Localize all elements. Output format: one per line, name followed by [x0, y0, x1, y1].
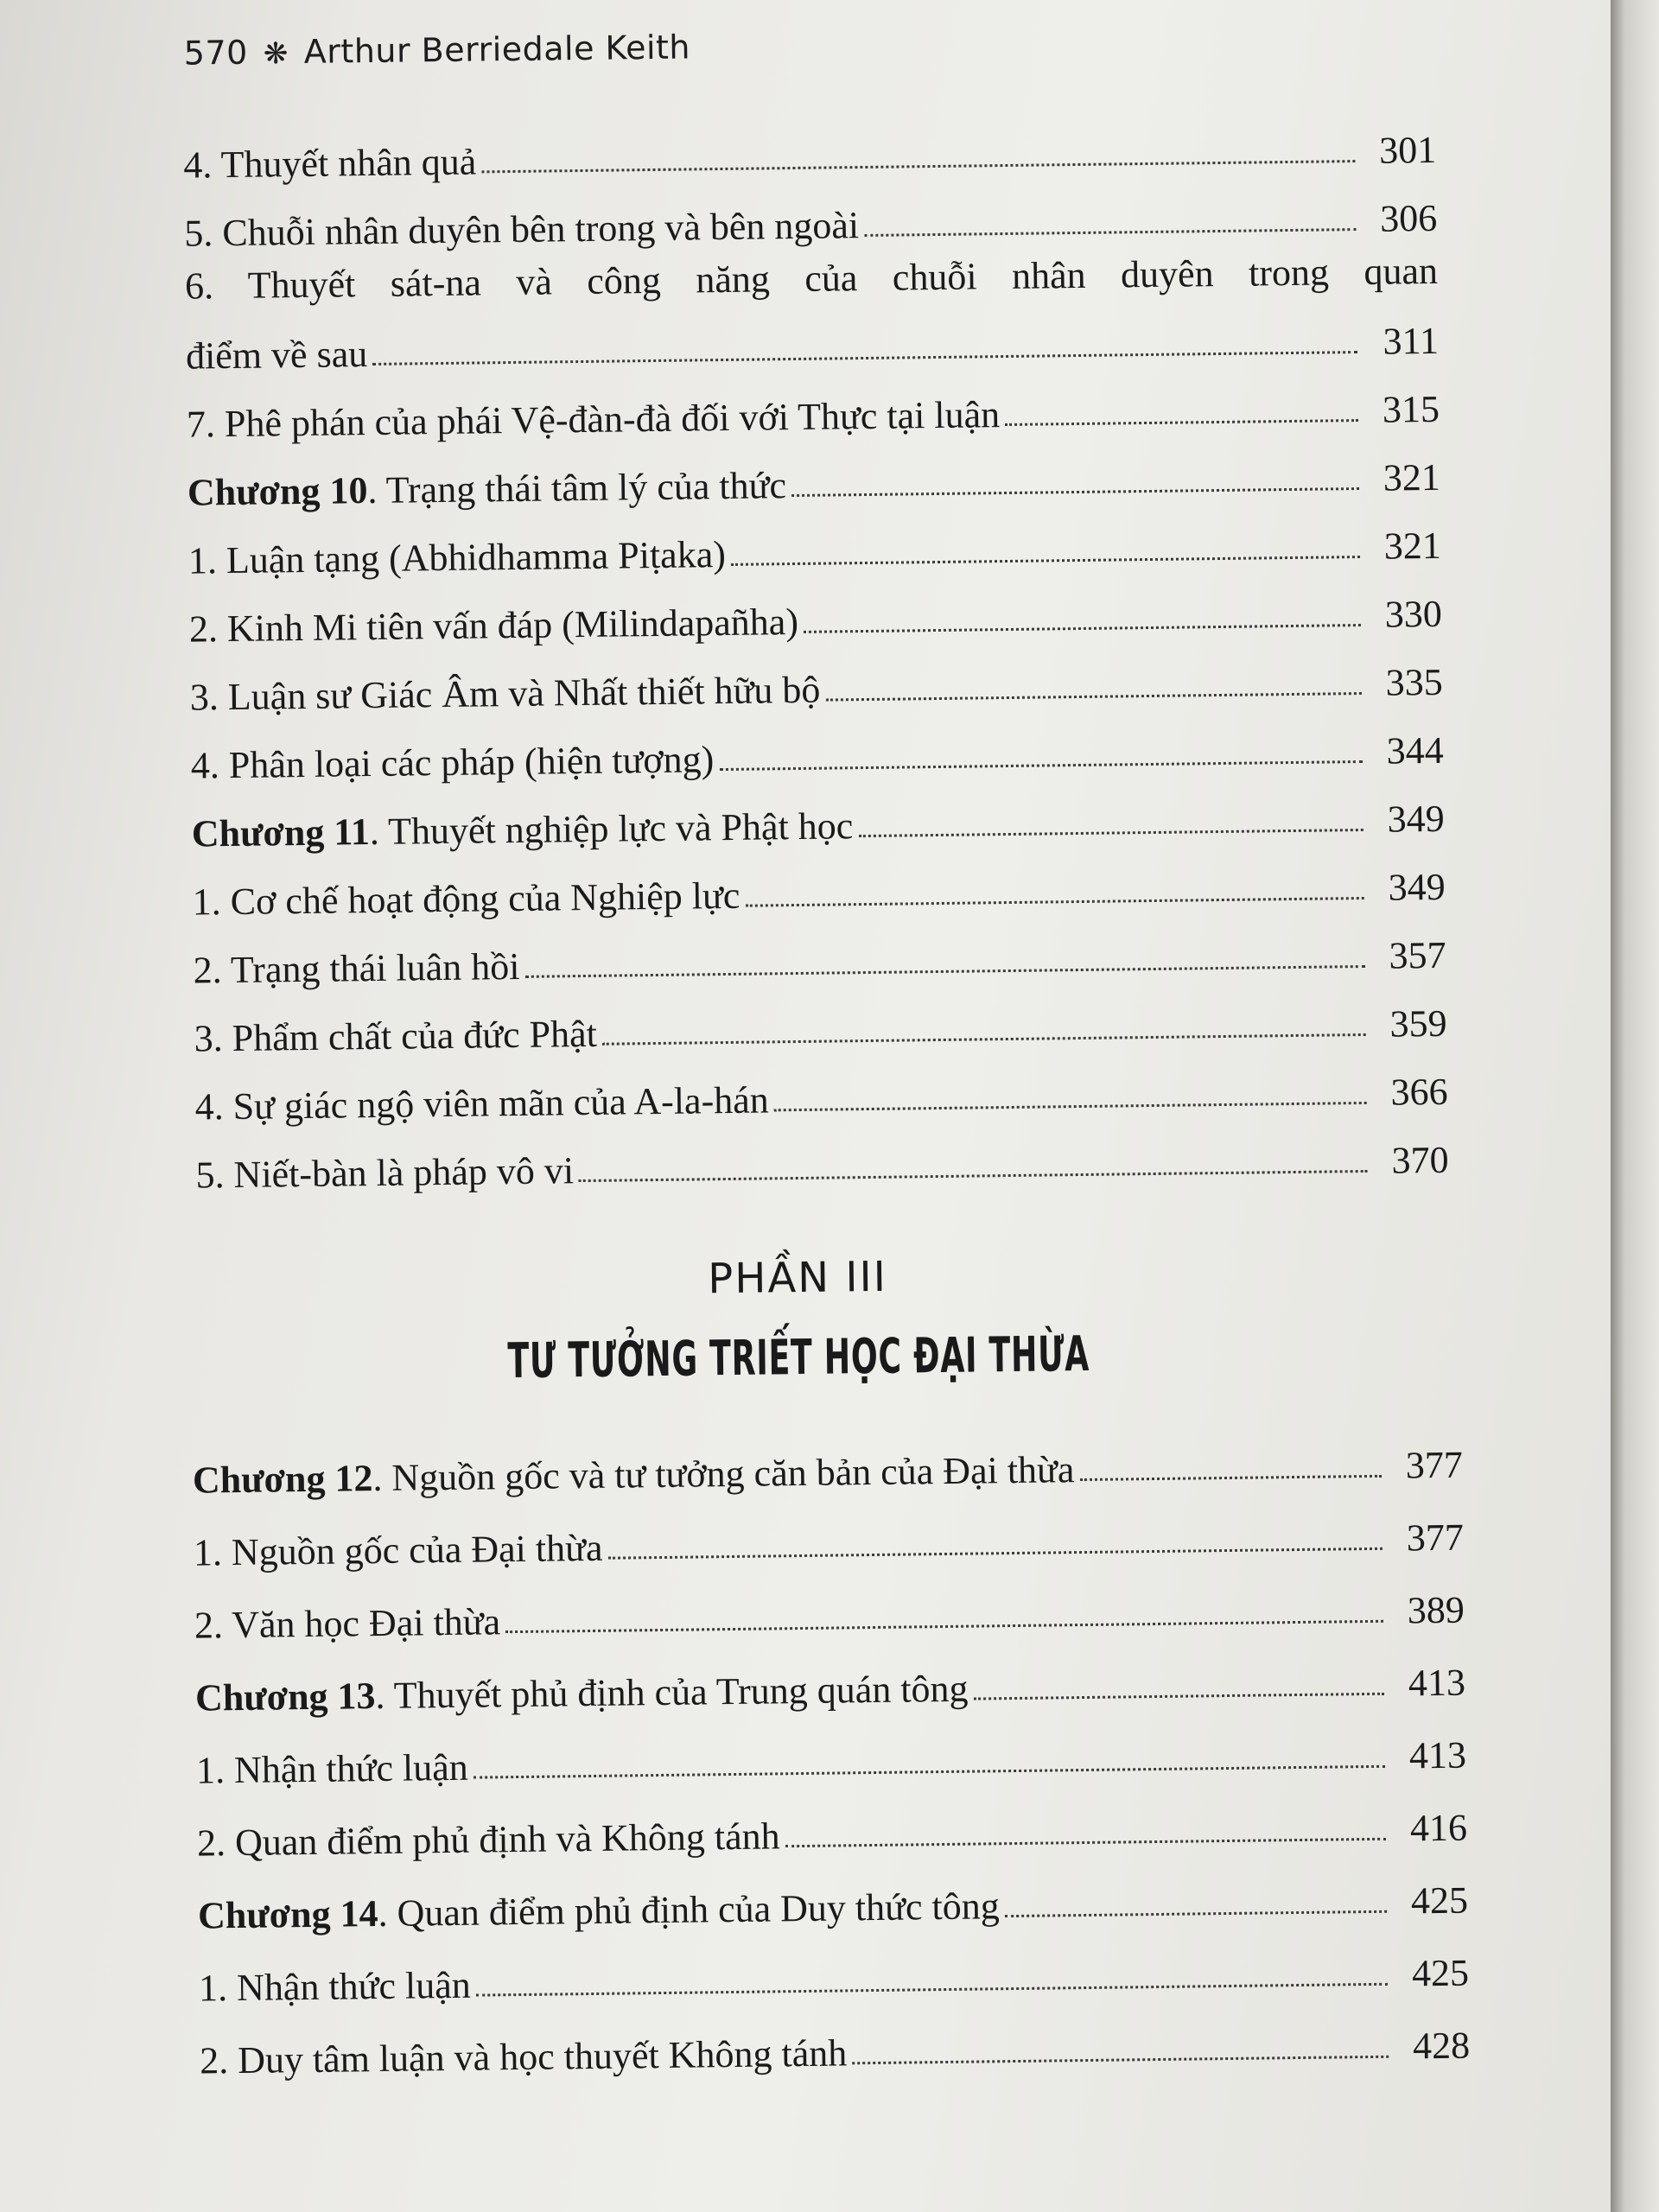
dot-leader	[974, 1693, 1384, 1700]
toc-entry-label: 1. Cơ chế hoạt động của Nghiệp lực	[192, 874, 741, 924]
toc-entry-label: 7. Phê phán của phái Vệ-đàn-đà đối với Thực tại luận	[186, 393, 1001, 446]
chapter-title: . Quan điểm phủ định của Duy thức tông	[378, 1885, 1000, 1936]
toc-entry-label: 1. Nhận thức luận	[195, 1745, 468, 1792]
toc-entry-page: 330	[1384, 592, 1443, 636]
toc-entry-label: 4. Sự giác ngộ viên mãn của A-la-hán	[194, 1078, 770, 1128]
toc-entry-label: 3. Luận sư Giác Âm và Nhất thiết hữu bộ	[189, 668, 821, 719]
toc-entry-page: 321	[1383, 524, 1442, 568]
toc-entry-label: 4. Phân loại các pháp (hiện tượng)	[190, 738, 715, 787]
table-of-contents-top	[183, 104, 1449, 1198]
chapter-title: . Thuyết nghiệp lực và Phật học	[369, 804, 854, 854]
dot-leader	[858, 829, 1363, 837]
chapter-title: . Trạng thái tâm lý của thức	[367, 464, 787, 512]
dot-leader	[774, 1102, 1367, 1111]
part-label: PHẦN III	[708, 1252, 888, 1304]
chapter-number: Chương 11	[191, 810, 371, 855]
toc-entry-page: 413	[1408, 1733, 1467, 1777]
dot-leader	[525, 965, 1365, 978]
toc-entry-label-line2: điểm về sau	[185, 333, 368, 378]
toc-entry-page: 377	[1405, 1443, 1464, 1487]
toc-entry-label: 1. Luận tạng (Abhidhamma Piṭaka)	[188, 532, 727, 582]
part-title: TƯ TƯỞNG TRIẾT HỌC ĐẠI THỪA	[507, 1325, 1090, 1390]
toc-entry-label: 1. Nhận thức luận	[198, 1963, 472, 2010]
dot-leader	[791, 487, 1359, 497]
dot-leader	[719, 760, 1362, 771]
toc-entry-label: 5. Chuỗi nhân duyên bên trong và bên ngoài	[184, 204, 860, 255]
dot-leader	[852, 2056, 1389, 2065]
running-head	[183, 28, 690, 72]
page-number: 570	[183, 33, 249, 73]
page-edge-shadow	[1611, 0, 1659, 2212]
toc-entry-label: 3. Phẩm chất của đức Phật	[194, 1012, 598, 1060]
toc-entry-page: 301	[1378, 128, 1437, 172]
toc-entry-label: 2. Trạng thái luân hồi	[193, 944, 520, 992]
dot-leader	[1005, 419, 1358, 426]
table-of-contents-bottom	[192, 1414, 1470, 2083]
chapter-number: Chương 12	[192, 1457, 373, 1502]
dot-leader	[608, 1548, 1382, 1560]
dot-leader	[474, 1765, 1385, 1779]
dot-leader	[579, 1170, 1368, 1182]
dot-leader	[481, 160, 1355, 173]
toc-entry-page: 315	[1382, 387, 1440, 431]
author-name: Arthur Berriedale Keith	[303, 28, 691, 71]
toc-entry	[185, 240, 1440, 378]
toc-entry-page: 428	[1412, 2024, 1471, 2068]
toc-entry-page: 366	[1390, 1070, 1448, 1114]
toc-entry-page: 359	[1389, 1001, 1447, 1046]
toc-entry-page: 306	[1379, 196, 1438, 240]
dot-leader	[864, 228, 1356, 237]
chapter-title: . Nguồn gốc và tư tưởng căn bản của Đại thừa	[372, 1448, 1075, 1500]
toc-entry-page: 413	[1408, 1661, 1466, 1705]
dot-leader	[785, 1838, 1386, 1847]
dot-leader	[1005, 1910, 1387, 1917]
toc-entry-page: 425	[1410, 1878, 1469, 1923]
toc-entry-label: 4. Thuyết nhân quả	[183, 140, 477, 187]
dot-leader	[745, 897, 1363, 907]
toc-entry-page: 335	[1385, 660, 1444, 704]
toc-entry-page: 425	[1411, 1951, 1470, 1995]
dot-leader	[825, 692, 1361, 702]
toc-entry-page: 311	[1382, 319, 1440, 363]
toc-entry-page: 349	[1388, 865, 1446, 909]
chapter-title: . Thuyết phủ định của Trung quán tông	[375, 1667, 969, 1718]
toc-entry-page: 370	[1391, 1138, 1449, 1182]
toc-entry-label: 2. Kinh Mi tiên vấn đáp (Milindapañha)	[188, 600, 799, 651]
toc-entry-label-line1: 6. Thuyết sát-na và công năng của chuỗi nhân duyên trong quan	[184, 249, 1439, 308]
chapter-number: Chương 10	[187, 469, 368, 514]
book-page	[156, 0, 1478, 2212]
toc-entry-label: 2. Duy tâm luận và học thuyết Không tánh	[199, 2031, 848, 2082]
toc-entry-label: 5. Niết-bàn là pháp vô vi	[195, 1149, 575, 1197]
toc-entry-page: 389	[1407, 1588, 1465, 1632]
toc-entry-page: 321	[1382, 455, 1441, 499]
toc-entry-page: 416	[1409, 1806, 1468, 1850]
toc-entry-page: 377	[1406, 1516, 1465, 1560]
dot-leader	[731, 556, 1360, 566]
toc-entry-label: 2. Quan điểm phủ định và Không tánh	[196, 1815, 780, 1865]
flower-separator-icon: ❋	[263, 36, 289, 72]
toc-entry-label: 2. Văn học Đại thừa	[194, 1600, 501, 1647]
toc-entry-page: 344	[1386, 728, 1445, 772]
dot-leader	[804, 624, 1361, 633]
toc-entry	[199, 1995, 1470, 2083]
dot-leader	[476, 1983, 1388, 1997]
toc-entry-page: 357	[1389, 933, 1446, 977]
toc-entry-page: 349	[1387, 797, 1445, 841]
chapter-number: Chương 13	[194, 1675, 376, 1719]
chapter-number: Chương 14	[197, 1892, 378, 1937]
dot-leader	[372, 351, 1357, 365]
toc-entry-label: 1. Nguồn gốc của Đại thừa	[193, 1526, 603, 1574]
dot-leader	[1079, 1475, 1381, 1481]
dot-leader	[505, 1620, 1383, 1633]
dot-leader	[602, 1033, 1366, 1046]
